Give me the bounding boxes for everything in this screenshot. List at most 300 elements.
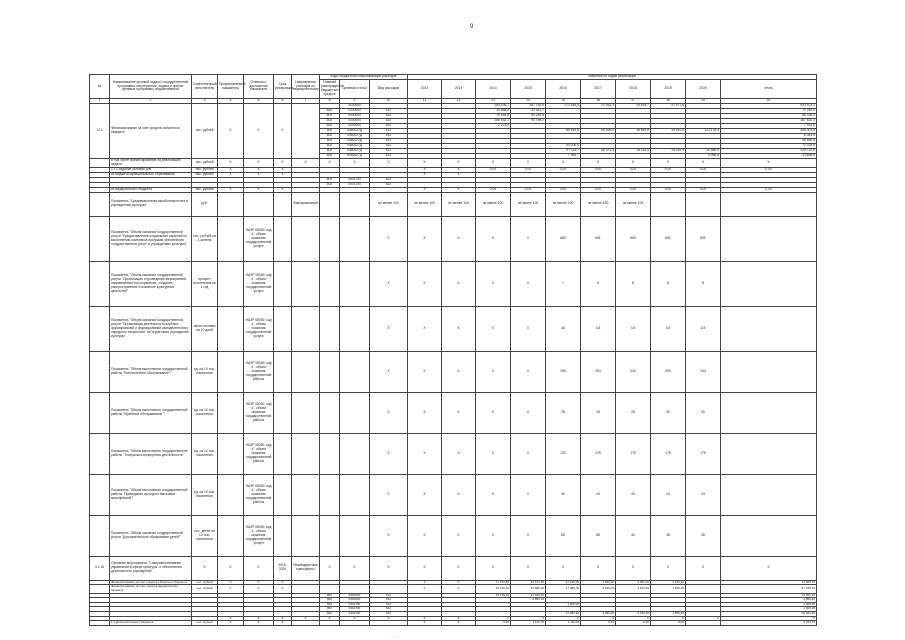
header-code-vr: Вид расходов xyxy=(370,80,408,99)
table-cell: 175 xyxy=(686,433,721,474)
header-year: 2013 xyxy=(442,80,476,99)
table-cell: 1 000,00 xyxy=(546,602,581,607)
column-index: 4 xyxy=(218,99,244,104)
table-cell: 612 xyxy=(370,154,408,159)
table-cell xyxy=(274,192,292,216)
table-cell: 612 xyxy=(370,129,408,134)
table-cell: тыс. рублей xyxy=(192,585,218,593)
table-cell: 0,00 xyxy=(651,187,686,192)
column-index: 7 xyxy=(292,99,320,104)
table-cell: 802 xyxy=(320,129,340,134)
table-cell xyxy=(90,216,110,261)
table-cell: 28 xyxy=(546,392,581,433)
table-cell: 7 xyxy=(546,261,581,306)
header-years-group: Значения по годам реализации xyxy=(408,75,817,80)
table-cell: X xyxy=(511,306,546,351)
table-cell: 4 001,10 xyxy=(616,580,651,585)
table-cell: 0,00 xyxy=(721,167,817,172)
table-cell: X xyxy=(511,216,546,261)
table-cell: тыс. рублей xyxy=(192,621,218,626)
header-year: 2015 xyxy=(511,80,546,99)
table-cell: руб. xyxy=(192,192,218,216)
table-cell xyxy=(90,261,110,306)
table-cell: X xyxy=(408,306,442,351)
table-cell: X xyxy=(442,216,476,261)
table-cell xyxy=(274,392,292,433)
table-cell: 622 xyxy=(370,119,408,124)
table-cell: 40 xyxy=(546,474,581,515)
table-cell: 1.1.Дополнительного бюджета xyxy=(110,621,192,626)
table-cell: X xyxy=(686,556,721,580)
table-cell xyxy=(320,306,340,351)
table-cell: 612 xyxy=(370,602,408,607)
indicator-row xyxy=(90,474,817,515)
table-cell: 264 195,1 xyxy=(476,104,511,109)
table-cell: X xyxy=(546,556,581,580)
table-cell: ед. на 10 тыс. населения xyxy=(192,474,218,515)
table-cell: X xyxy=(511,616,546,621)
table-cell xyxy=(218,515,244,556)
table-cell: 612 xyxy=(370,593,408,598)
table-cell: Показатель "Объем оказания государственной услуги "Организация деятельности клубных формирований и формирований самодеятельного народного творчества" на территории учреждений культуры" xyxy=(110,306,192,351)
table-cell: X xyxy=(686,159,721,168)
indicator-row xyxy=(90,433,817,474)
table-cell: 802 xyxy=(320,109,340,114)
table-cell xyxy=(244,192,274,216)
table-cell xyxy=(686,192,721,216)
table-cell: 16 686,00 xyxy=(511,585,546,593)
table-cell: 40 xyxy=(616,515,651,556)
table-cell: не менее 100 xyxy=(408,192,442,216)
table-cell: X xyxy=(476,351,511,392)
table-cell: 802 xyxy=(320,149,340,154)
table-cell: 8 xyxy=(686,261,721,306)
table-cell: 18 853,8 xyxy=(616,129,651,134)
table-cell: 3,5 xyxy=(581,306,616,351)
table-cell: 58 890,8 xyxy=(721,139,817,144)
table-cell: X xyxy=(442,159,476,168)
table-cell: 613 xyxy=(370,114,408,119)
header-year: 2018 xyxy=(616,80,651,99)
table-cell xyxy=(274,351,292,392)
table-cell: 296 xyxy=(546,351,581,392)
table-cell: X xyxy=(651,159,686,168)
table-cell: X xyxy=(651,616,686,621)
table-cell: 15 181,9 xyxy=(651,149,686,154)
table-cell: X xyxy=(442,392,476,433)
table-cell: X xyxy=(511,515,546,556)
table-cell: X xyxy=(370,474,408,515)
table-cell: X xyxy=(408,167,442,172)
table-cell: 7 963,7 xyxy=(546,154,581,159)
table-cell: 0360027Д xyxy=(340,144,370,149)
table-cell: X xyxy=(408,159,442,168)
table-cell: 0360027Д xyxy=(340,129,370,134)
table-cell: 294 xyxy=(651,351,686,392)
table-cell: X xyxy=(274,159,292,168)
table-cell: X xyxy=(244,104,274,159)
table-cell: X xyxy=(244,616,274,621)
table-cell: X xyxy=(218,556,244,580)
table-cell: X xyxy=(442,515,476,556)
table-cell: X xyxy=(370,159,408,168)
table-cell: X xyxy=(721,556,817,580)
table-cell: из федерального бюджета xyxy=(110,187,192,192)
table-cell: X xyxy=(370,351,408,392)
activity-row xyxy=(90,556,817,580)
table-cell: 244 xyxy=(686,351,721,392)
table-cell: Финансирование за счет средств федерального бюджета xyxy=(110,585,192,593)
table-cell xyxy=(274,433,292,474)
table-cell: X xyxy=(320,159,340,168)
table-cell: не менее 100 xyxy=(370,192,408,216)
table-cell xyxy=(721,306,817,351)
table-cell xyxy=(90,515,110,556)
table-cell: 622 xyxy=(370,177,408,182)
table-cell xyxy=(90,351,110,392)
table-cell: 0,00 xyxy=(476,621,511,626)
table-cell: X xyxy=(340,159,370,168)
table-cell: X xyxy=(442,621,476,626)
table-cell: 802 xyxy=(320,114,340,119)
table-cell: 802 xyxy=(320,598,340,603)
table-cell: 1 556,00 xyxy=(651,585,686,593)
table-cell: X xyxy=(370,515,408,556)
table-cell xyxy=(218,261,244,306)
column-index: 3 xyxy=(192,99,218,104)
table-cell: тыс. рублей xyxy=(192,580,218,585)
table-cell: X xyxy=(274,585,292,593)
table-cell xyxy=(292,261,320,306)
table-cell: НАЗР 08000, код 4 - объем оказания государственной услуги xyxy=(244,515,274,556)
table-cell: X xyxy=(546,159,581,168)
table-cell: X xyxy=(442,474,476,515)
table-cell: 0,00 xyxy=(721,187,817,192)
table-cell: X xyxy=(274,104,292,159)
table-cell: ед. на 10 тыс. населения xyxy=(192,433,218,474)
table-cell: X xyxy=(244,167,274,172)
table-cell xyxy=(686,585,721,593)
table-cell: 0300000 xyxy=(340,114,370,119)
table-cell xyxy=(292,433,320,474)
column-index: 13 xyxy=(476,99,511,104)
table-cell: X xyxy=(442,306,476,351)
table-cell: 0401700 xyxy=(340,177,370,182)
table-cell xyxy=(320,515,340,556)
table-cell: 2 223,5 xyxy=(476,124,511,129)
indicator-row xyxy=(90,306,817,351)
table-cell: 30 xyxy=(651,392,686,433)
column-index: 9 xyxy=(340,99,370,104)
table-cell xyxy=(274,261,292,306)
table-cell xyxy=(340,474,370,515)
table-cell: 66 435,2 xyxy=(721,114,817,119)
table-cell: 28 xyxy=(581,392,616,433)
table-cell: 612 xyxy=(370,139,408,144)
table-cell: 7 923,6 xyxy=(721,124,817,129)
table-cell: 612 xyxy=(370,149,408,154)
table-cell: 0,00 xyxy=(581,621,616,626)
table-cell: 129 722,9 xyxy=(721,149,817,154)
table-cell: X xyxy=(370,216,408,261)
table-cell: X xyxy=(476,556,511,580)
table-cell: 0300000 xyxy=(340,119,370,124)
table-cell: X xyxy=(370,306,408,351)
table-cell: 90 798,2 xyxy=(511,119,546,124)
table-cell: 0360000 xyxy=(340,593,370,598)
table-cell: X xyxy=(511,433,546,474)
table-cell: 612 xyxy=(370,611,408,616)
header-year: 2020 xyxy=(686,80,721,99)
table-cell: X xyxy=(476,216,511,261)
table-cell: 0360027Д xyxy=(340,149,370,154)
table-cell: 68 xyxy=(546,515,581,556)
table-cell: Показатель "Объем выполнения государственной работы "Музейное обслуживание"" xyxy=(110,392,192,433)
header-term: Срок реализации xyxy=(274,75,292,99)
table-cell: 46 xyxy=(546,306,581,351)
table-cell: X xyxy=(408,433,442,474)
table-cell: 0,00 xyxy=(686,187,721,192)
table-cell: X xyxy=(274,167,292,172)
table-cell: 31 571,30 xyxy=(511,580,546,585)
activity-text: Основное мероприятие "Совершенствование управления в сфере культуры" и обеспечения деятельности учреждений xyxy=(110,556,192,580)
table-cell: X xyxy=(218,580,244,585)
table-cell: НАЗР 08000, код 4 - объем оказания государственной работы xyxy=(244,351,274,392)
table-cell: не менее 100 xyxy=(581,192,616,216)
table-cell: 622 xyxy=(370,182,408,187)
table-cell: 76 185,8 xyxy=(476,114,511,119)
header-responsible: Ответственный исполнитель xyxy=(192,75,218,99)
table-cell: X xyxy=(442,580,476,585)
column-index: 5 xyxy=(244,99,274,104)
table-cell: X xyxy=(476,616,511,621)
table-cell: 2 152,00 xyxy=(651,580,686,585)
table-cell: 19 151,8 xyxy=(651,129,686,134)
table-cell: X xyxy=(320,556,340,580)
table-cell xyxy=(340,433,370,474)
table-cell: НАЗР 08000, код 4 - объем оказания государственной работы xyxy=(244,392,274,433)
table-cell xyxy=(651,192,686,216)
table-cell: 11 943,00 xyxy=(511,593,546,598)
table-cell: 683 xyxy=(616,216,651,261)
table-cell xyxy=(292,104,320,159)
table-cell: 43 xyxy=(651,474,686,515)
table-cell: 175 xyxy=(616,433,651,474)
table-cell xyxy=(721,515,817,556)
table-cell: 4 101,40 xyxy=(616,585,651,593)
table-cell: 287 752,9 xyxy=(511,104,546,109)
table-cell: Показатель "Объем оказания государственной услуги "Дополнительное образование детей"" xyxy=(110,515,192,556)
table-cell: НАЗР 08000, код 4 - объем оказания государственной работы xyxy=(244,433,274,474)
table-cell: X xyxy=(408,261,442,306)
table-cell: X xyxy=(370,261,408,306)
table-cell: 0,00 xyxy=(651,621,686,626)
table-cell: 33 341,7 xyxy=(511,109,546,114)
table-cell: 0300000 xyxy=(340,124,370,129)
table-cell: X xyxy=(408,580,442,585)
header-year: 2016 xyxy=(546,80,581,99)
table-cell: 802 xyxy=(320,134,340,139)
table-cell xyxy=(721,192,817,216)
table-cell: X xyxy=(442,351,476,392)
table-cell: X xyxy=(546,616,581,621)
table-cell xyxy=(320,351,340,392)
table-cell xyxy=(320,474,340,515)
table-cell xyxy=(320,585,340,593)
table-cell: 8 341,9 xyxy=(721,134,817,139)
table-cell xyxy=(320,621,340,626)
table-cell: X xyxy=(581,556,616,580)
table-cell: Показатель "Среднемесячная заработная плата в учреждениях культуры" xyxy=(110,192,192,216)
table-cell: 802 xyxy=(320,154,340,159)
table-cell: 19 861,40 xyxy=(721,593,817,598)
table-cell: 1 112,70 xyxy=(511,621,546,626)
table-cell: 175 xyxy=(581,433,616,474)
table-cell: 0,00 xyxy=(616,167,651,172)
table-cell: 6 010,00 xyxy=(581,585,616,593)
table-cell: X xyxy=(408,585,442,593)
table-cell: 0360027Д xyxy=(340,139,370,144)
table-cell: X xyxy=(218,167,244,172)
table-cell: X xyxy=(476,515,511,556)
table-cell: X xyxy=(511,556,546,580)
table-cell: 285 933,1 xyxy=(476,119,511,124)
table-cell: 802 xyxy=(320,139,340,144)
table-row xyxy=(90,585,817,593)
table-cell: 0,00 xyxy=(476,167,511,172)
table-cell xyxy=(90,392,110,433)
table-cell: X xyxy=(218,585,244,593)
table-cell xyxy=(340,192,370,216)
table-cell xyxy=(274,216,292,261)
table-cell: 802 xyxy=(320,602,340,607)
table-cell: не менее 100 xyxy=(616,192,651,216)
table-cell: 13 696,6 xyxy=(721,154,817,159)
header-year: 2019 xyxy=(651,80,686,99)
column-index: 1 xyxy=(90,99,110,104)
table-cell: X xyxy=(218,187,244,192)
header-measure: Направления расходов по ведомственному xyxy=(292,75,320,99)
table-row xyxy=(90,621,817,626)
table-cell xyxy=(721,392,817,433)
table-cell: 16 898,8 xyxy=(476,109,511,114)
column-index: 19 xyxy=(686,99,721,104)
table-cell: X xyxy=(511,392,546,433)
table-cell: X xyxy=(581,616,616,621)
table-cell: 3030000 xyxy=(340,104,370,109)
table-cell xyxy=(274,306,292,351)
table-cell: X xyxy=(581,159,616,168)
table-cell: 622 xyxy=(370,124,408,129)
header-status: Отметка о достижении показателя xyxy=(244,75,274,99)
table-cell: X xyxy=(442,187,476,192)
table-cell xyxy=(721,216,817,261)
table-cell: 69 919,5 xyxy=(546,129,581,134)
table-cell: Показатель "Объем выполнения государственной работы "Библиотечное обслуживание"" xyxy=(110,351,192,392)
table-cell: 1 111,00 xyxy=(546,621,581,626)
table-cell: 112 178,3 xyxy=(686,129,721,134)
table-cell: 60 000,0 xyxy=(546,144,581,149)
table-cell: ед. на 10 тыс. населения xyxy=(192,392,218,433)
table-cell xyxy=(218,216,244,261)
column-index: 11 xyxy=(408,99,442,104)
table-cell xyxy=(340,351,370,392)
table-cell xyxy=(340,621,370,626)
table-cell: НАЗР 08000, код 4 - объем оказания государственной услуги xyxy=(244,261,274,306)
table-cell: X xyxy=(218,172,244,177)
table-cell: 0,00 xyxy=(511,167,546,172)
header-indicator: Предполагаемый показатель xyxy=(218,75,244,99)
table-cell: X xyxy=(651,556,686,580)
column-index: 15 xyxy=(546,99,581,104)
table-cell: X xyxy=(408,187,442,192)
table-cell: 71 240,5 xyxy=(721,109,817,114)
table-cell: 2019-2020 xyxy=(274,556,292,580)
table-cell: X xyxy=(244,556,274,580)
table-cell: 2 000,00 xyxy=(721,602,817,607)
table-cell: 0360000 xyxy=(340,598,370,603)
table-cell: 0,00 xyxy=(616,621,651,626)
table-cell: Показатель "Объем оказания государственной услуги "Организация и проведение мероприятий, направленных на сохранение, создание, распространение и освоение культурных ценностей" xyxy=(110,261,192,306)
table-cell xyxy=(274,515,292,556)
table-cell: 612 xyxy=(370,134,408,139)
table-cell: 662 xyxy=(546,216,581,261)
table-cell: X xyxy=(476,261,511,306)
table-cell: 16 115,40 xyxy=(476,593,511,598)
table-cell: X xyxy=(476,433,511,474)
table-cell: X xyxy=(340,556,370,580)
table-cell xyxy=(320,392,340,433)
table-cell: X xyxy=(511,351,546,392)
table-cell: тыс. рублей xyxy=(192,187,218,192)
table-cell: X xyxy=(408,621,442,626)
table-cell xyxy=(370,621,408,626)
table-cell: X xyxy=(244,159,274,168)
table-cell xyxy=(721,351,817,392)
table-cell: 21 951,3 xyxy=(581,104,616,109)
table-cell: 802 xyxy=(320,177,340,182)
table-cell: 691 xyxy=(651,216,686,261)
table-cell: 20 931,20 xyxy=(721,611,817,616)
table-cell: 1 000,00 xyxy=(721,607,817,612)
table-cell: тыс. рублей на 1 жителя xyxy=(192,216,218,261)
table-cell: 67 155,90 xyxy=(721,585,817,593)
table-cell: 2 224,70 xyxy=(721,621,817,626)
table-cell: 19 493,7 xyxy=(616,104,651,109)
table-cell: Межбюджетные трансферты xyxy=(292,556,320,580)
table-cell: X xyxy=(476,392,511,433)
table-cell xyxy=(721,474,817,515)
table-cell: X xyxy=(292,616,320,621)
table-cell: X xyxy=(244,580,274,585)
table-cell: 0401700 xyxy=(340,611,370,616)
column-index: 16 xyxy=(581,99,616,104)
table-cell: НАЗР 08000, код 4 - объем оказания государственной услуги xyxy=(244,216,274,261)
table-cell: 12.1 xyxy=(90,104,110,159)
table-cell: 1 000,00 xyxy=(581,580,616,585)
table-cell: Финансирование за счет средств областного бюджета xyxy=(110,104,192,159)
table-cell: 0300000 xyxy=(340,109,370,114)
table-cell: X xyxy=(274,616,292,621)
table-cell xyxy=(90,306,110,351)
table-cell: X xyxy=(340,616,370,621)
table-cell: 43 xyxy=(686,474,721,515)
table-cell: 0,00 xyxy=(581,187,616,192)
header-year: 2012 xyxy=(408,80,442,99)
table-cell: из бюджета муниципальных образований xyxy=(110,172,192,177)
table-cell: 1.1 Создание условий для xyxy=(110,167,192,172)
table-cell: X xyxy=(442,172,476,177)
